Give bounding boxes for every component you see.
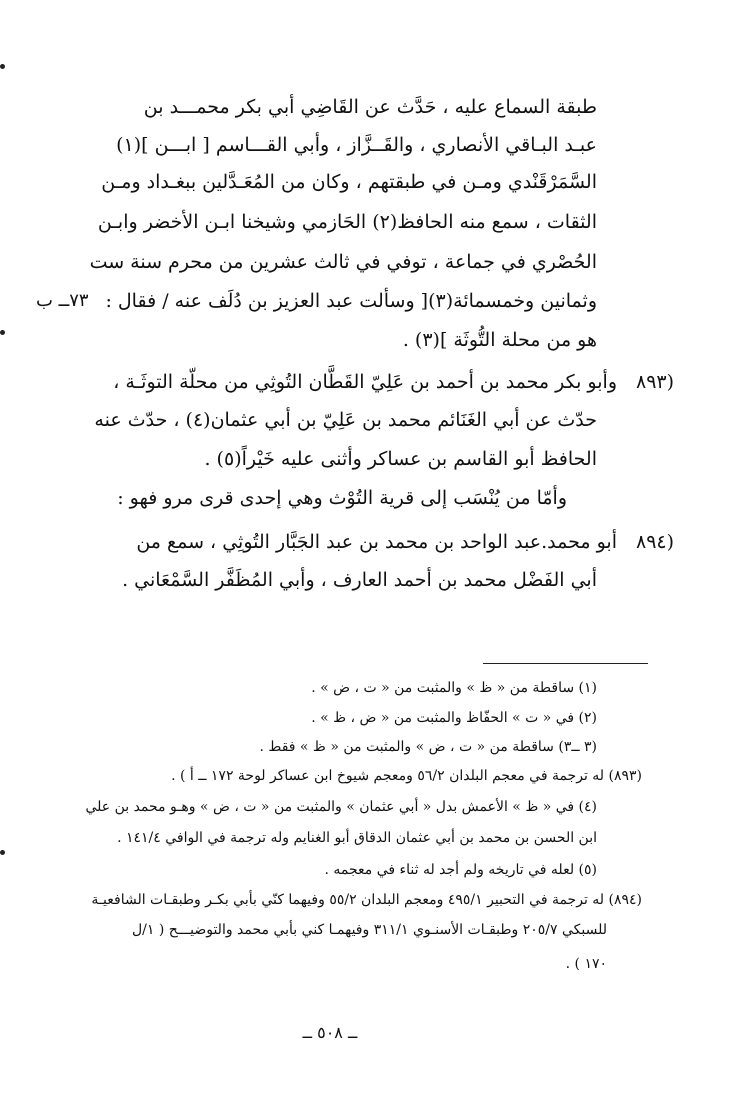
body-line: طبقة السماع عليه ، حَدَّث عن القَاضِي أبي بكر محمـــد بن: [143, 96, 597, 118]
footnote-line: (٥) لعله في تاريخه ولم أجد له ثناء في معجمه .: [324, 862, 597, 878]
body-line: الحافظ أبو القاسم بن عساكر وأثنى عليه خَيْراً(٥) .: [204, 448, 597, 470]
footnote-line: (٢) في « ت » الحفّاظ والمثبت من « ض ، ظ » .: [311, 710, 597, 726]
page-number: ــ ٥٠٨ ــ: [302, 1023, 358, 1042]
entry-number-894: (٨٩٤: [636, 531, 675, 553]
scan-mark: [0, 64, 5, 69]
footnote-line: ابن الحسن بن محمد بن أبي عثمان الدقاق أبو الغنايم وله ترجمة في الوافي ١٤١/٤ .: [117, 830, 597, 846]
body-line: حدّث عن أبي الغَنَائم محمد بن عَلِيّ بن أبي عثمان(٤) ، حدّث عنه: [94, 409, 597, 431]
body-line: أبو محمد.عبد الواحد بن محمد بن عبد الجَبَّار التُوثِي ، سمع من: [136, 531, 617, 553]
body-line: الثقات ، سمع منه الحافظ(٢) الحَازمي وشيخنا ابـن الأخضر وابـن: [97, 211, 597, 233]
body-line: وثمانين وخمسمائة(٣)[ وسألت عبد العزيز بن دُلَف عنه / فقال :: [105, 290, 597, 312]
entry-number-893: (٨٩٣: [636, 371, 675, 393]
body-line: السَّمَرْقَنْدي ومـن في طبقتهم ، وكان من المُعَـدَّلين ببغـداد ومـن: [101, 171, 597, 193]
footnote-line: (٨٩٣) له ترجمة في معجم البلدان ٥٦/٢ ومعجم شيوخ ابن عساكر لوحة ١٧٢ ــ أ ) .: [171, 768, 642, 784]
scan-mark: [0, 850, 5, 855]
footnote-separator: [483, 663, 648, 664]
footnote-line: (٨٩٤) له ترجمة في التحبير ٤٩٥/١ ومعجم البلدان ٥٥/٢ وفيهما كنّي بأبي بكـر وطبقـات الشافعيـة: [91, 892, 642, 908]
body-line: أبي الفَضْل محمد بن أحمد العارف ، وأبي المُظَفَّر السَّمْعَاني .: [122, 569, 597, 591]
footnote-line: للسبكي ٢٠٥/٧ وطبقـات الأسنـوي ٣١١/١ وفيهمـا كني بأبي محمد والتوضيـــح ( ١/ل: [131, 922, 607, 938]
body-line: وأمّا من يُنْسَب إلى قرية التُوْث وهي إحدى قرى مرو فهو :: [117, 487, 567, 509]
footnote-line: ١٧٠ ) .: [565, 956, 607, 972]
footnote-line: (١) ساقطة من « ظ » والمثبت من « ت ، ض » .: [311, 680, 597, 696]
body-line: هو من محلة التُّوثَة ](٣) .: [402, 329, 597, 351]
body-line: الحُصْري في جماعة ، توفي في ثالث عشرين من محرم سنة ست: [89, 251, 597, 273]
body-line: وأبو بكر محمد بن أحمد بن عَلِيّ القَطَّان التُوثِي من محلّة التوثَـة ،: [113, 371, 617, 393]
footnote-line: (٣ ــ٣) ساقطة من « ت ، ض » والمثبت من « ظ » فقط .: [259, 739, 597, 755]
footnote-line: (٤) في « ظ » الأعمش بدل « أبي عثمان » والمثبت من « ت ، ض » وهـو محمد بن علي: [85, 799, 597, 815]
folio-margin-note: ٧٣ــ ب: [36, 290, 89, 311]
body-line: عبـد البـاقي الأنصاري ، والقَــزَّاز ، وأبي القـــاسم [ ابـــن ](١): [116, 134, 597, 156]
scan-mark: [0, 330, 5, 335]
